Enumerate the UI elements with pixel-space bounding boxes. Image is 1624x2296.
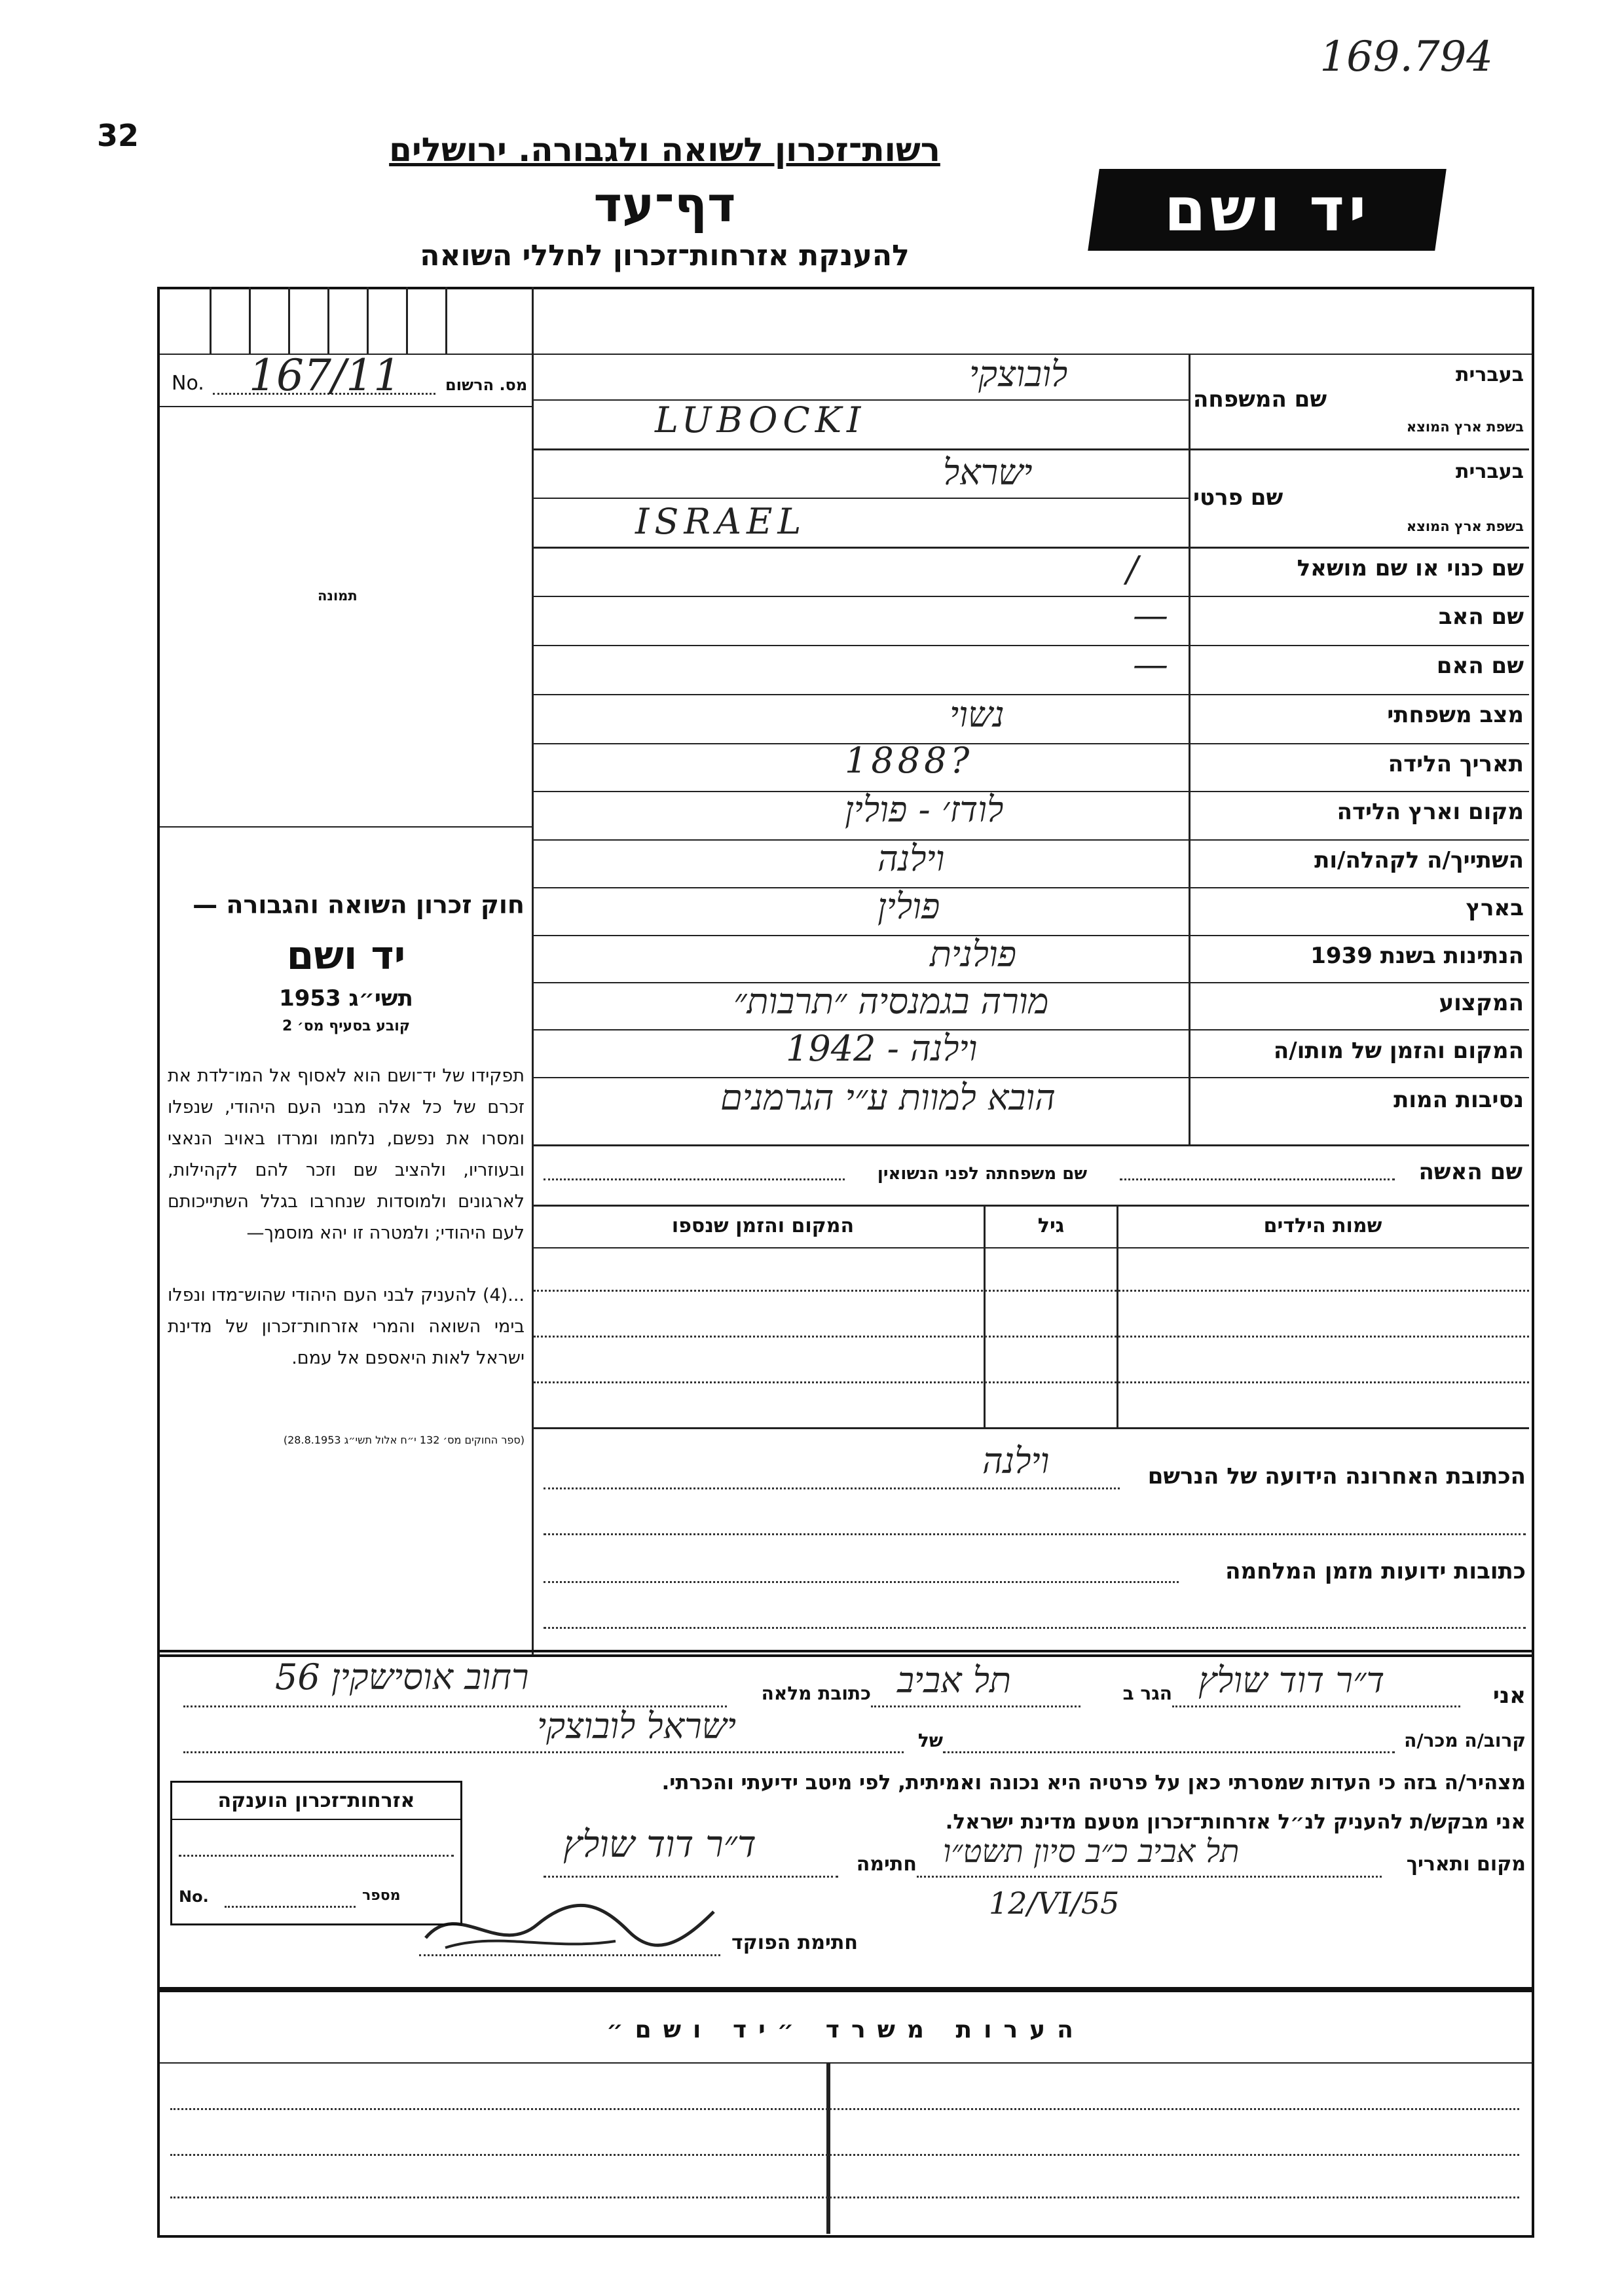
signature-label: חתימה (856, 1853, 917, 1876)
law-footnote: (ספר החוקים מס׳ 132 י״ח אלול תשי״ג 28.8.1953) (283, 1434, 525, 1446)
mother-name-value: — (1133, 644, 1168, 685)
father-name-value: — (1133, 594, 1168, 636)
registration-number: 167/11 (249, 350, 401, 401)
country-value: פולין (877, 886, 940, 927)
declarant-city-value: תל אביב (897, 1660, 1011, 1701)
marital-status-value: נשוי (950, 694, 1005, 735)
label-column-divider (1189, 354, 1190, 1144)
office-notes-title: הערות משרד ״יד ושם״ (606, 2016, 1085, 2043)
war-addresses-label: כתובות ידועות מזמן המלחמה (1225, 1558, 1526, 1584)
page-number: 32 (97, 118, 139, 153)
birth-place-value: לודז׳ - פולין (845, 789, 1004, 830)
children-age-header: גיל (1037, 1214, 1065, 1237)
place-date-label: מקום ותאריך (1406, 1853, 1526, 1876)
first-name-hebrew-label: בעברית (1456, 460, 1524, 483)
relation-label: קרוב/ה מכר/ה (1404, 1730, 1526, 1751)
document-subtitle: להענקת אזרחות־זכרון לחללי השואה (420, 239, 910, 272)
mother-name-label: שם האם (1436, 653, 1524, 679)
country-label: בארץ (1466, 895, 1524, 921)
law-text-paragraph-1: תפקידו של יד־ושם הוא לאסוף אל המו־לדת את זכרם של כל אלה מבני העם היהודי, שנפלו ומסרו את נפשם, נלחמו ומרדו באויב הנאצי ובעוזריו, ולהציב שם וזכר להם לקהילות, לארגונים ולמוסדות שנחרבו בגלל השתייכותם לעם היהודי; ולמטרה זו יהא מוסמך— (168, 1066, 525, 1243)
community-value: וילנה (877, 838, 945, 879)
document-title: דף־עד (593, 177, 736, 233)
children-names-header: שמות הילדים (1263, 1214, 1382, 1237)
children-death-header: המקום והזמן שנספו (671, 1214, 855, 1237)
first-name-origin-label: בשפת ארץ המוצא (1406, 519, 1524, 534)
wife-maiden-name-label: שם משפחתה לפני הנשואין (877, 1164, 1088, 1184)
declarant-address-value: רחוב אוסישקין 56 (275, 1656, 529, 1698)
family-name-label: שם המשפחה (1193, 386, 1327, 412)
family-name-origin-value: LUBOCKI (655, 399, 866, 441)
death-place-time-label: המקום והזמן של מותו/ה (1273, 1038, 1524, 1064)
community-label: השתייך/ה לקהלה/ות (1314, 847, 1524, 873)
father-name-label: שם האב (1438, 604, 1524, 630)
wife-name-label: שם האשה (1418, 1159, 1522, 1185)
declarant-address-label: כתובת מלאה (761, 1683, 871, 1704)
officer-signature-label: חתימת הפוקד (731, 1931, 858, 1954)
relation-of-value: ישראל לובוצקי (537, 1705, 737, 1747)
nickname-value: / (1126, 549, 1139, 590)
registration-label: מס. הרשום (445, 376, 528, 394)
nickname-label: שם כנוי או שם מושאל (1297, 555, 1524, 581)
last-address-value: וילנה (982, 1440, 1050, 1482)
death-cause-label: נסיבות המות (1393, 1087, 1524, 1113)
marital-status-label: מצב משפחתי (1387, 702, 1524, 728)
first-name-label: שם פרטי (1193, 484, 1283, 511)
law-title: חוק זכרון השואה והגבורה — (193, 890, 525, 919)
yad-vashem-logo (1088, 169, 1447, 251)
declarant-i-label: אני (1492, 1683, 1526, 1709)
last-address-label: הכתובת האחרונה הידועה של הנרשם (1147, 1463, 1526, 1489)
declarant-name-value: ד״ר דוד שולץ (1198, 1660, 1385, 1701)
declarant-signature-value: ד״ר דוד שולץ (563, 1823, 756, 1866)
citizenship-granted-box (170, 1781, 462, 1925)
birth-date-label: תאריך הלידה (1388, 751, 1524, 777)
first-name-hebrew-value: ישראל (943, 452, 1033, 493)
family-name-origin-label: בשפת ארץ המוצא (1406, 419, 1524, 435)
archive-number: 169.794 (1320, 33, 1493, 81)
profession-label: המקצוע (1439, 990, 1524, 1016)
officer-signature-scribble (419, 1886, 720, 1958)
law-name: יד ושם (286, 933, 406, 979)
law-year: תשי״ג 1953 (279, 985, 413, 1011)
law-text-paragraph-2: ...(4) להעניק לבני העם היהודי שהוש־מדו ונפלו בימי השואה והמרי אזרחות־זכרון של מדינת ישראל לאות היאספם אל עמם. (168, 1285, 525, 1368)
logo-text: יד ושם (1164, 175, 1371, 245)
citizenship-granted-title: אזרחות־זכרון הוענקה (172, 1789, 460, 1820)
photo-label: תמונה (318, 588, 358, 604)
death-place-time-value: וילנה - 1942 (786, 1028, 978, 1069)
citizenship-1939-label: הנתינות בשנת 1939 (1310, 943, 1524, 969)
birth-place-label: מקום וארץ הלידה (1337, 799, 1524, 825)
profession-value: מורה בגמנסיה ״תרבות״ (733, 981, 1049, 1022)
citizenship-1939-value: פולנית (930, 934, 1017, 975)
birth-date-value: 1888? (845, 740, 974, 781)
registration-no-label: No. (172, 372, 204, 395)
death-cause-value: הובא למוות ע״י הגרמנים (720, 1077, 1056, 1118)
institution-name: רשות־זכרון לשואה ולגבורה. ירושלים (389, 131, 940, 169)
declarant-resident-label: הגר ב (1122, 1683, 1172, 1704)
citizenship-no-label: No. (179, 1887, 209, 1906)
relation-of-label: של (917, 1730, 943, 1751)
date-value: 12/VI/55 (989, 1886, 1120, 1921)
first-name-origin-value: ISRAEL (635, 501, 807, 542)
family-name-hebrew-value: לובוצקי (969, 354, 1068, 395)
citizenship-number-label: מספר (362, 1887, 401, 1904)
declaration-statement-2: אני מבקש/ת להעניק לנ״ל אזרחות־זכרון מטעם מדינת ישראל. (945, 1810, 1526, 1834)
declaration-statement-1: מצהיר/ה בזה כי העדות שמסרתי כאן על פרטיה היא נכונה ואמיתית, לפי מיטב ידיעתי והכרתי. (661, 1771, 1526, 1795)
law-clause: קובע בסעיף מס׳ 2 (282, 1018, 411, 1034)
left-column-divider (532, 287, 534, 1655)
family-name-hebrew-label: בעברית (1456, 363, 1524, 386)
place-date-value: תל אביב כ״ב סיון תשט״ו (943, 1833, 1240, 1870)
